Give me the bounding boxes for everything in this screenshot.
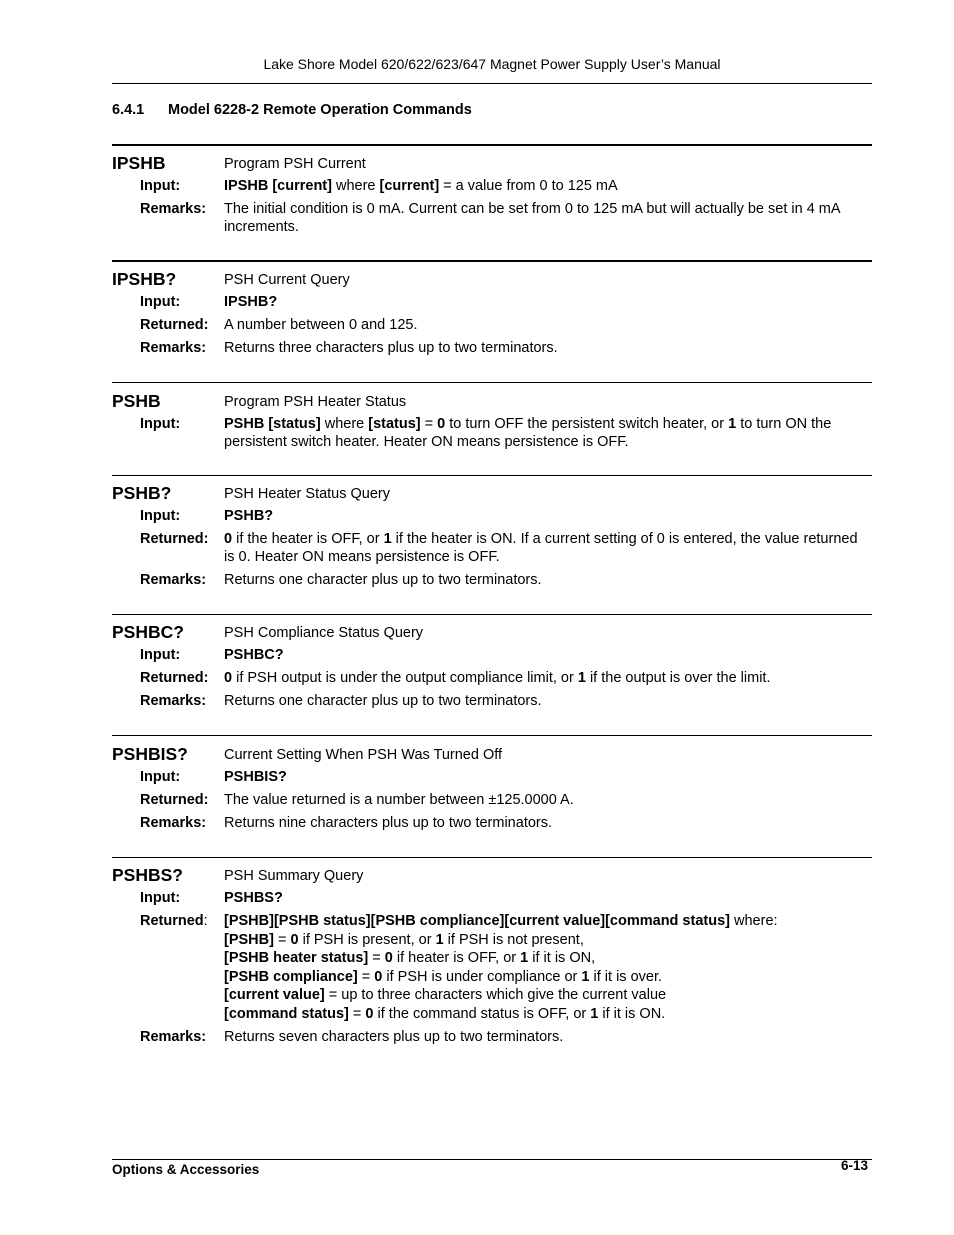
input-row [112, 646, 872, 664]
command-head [112, 391, 872, 415]
remarks-label: Remarks: [140, 340, 207, 356]
command-head [112, 483, 872, 507]
footer-rule [112, 1159, 872, 1160]
command-name: IPSHB? [112, 269, 177, 289]
returned-text [224, 912, 872, 1023]
input-text: PSHBS? [224, 890, 283, 906]
remarks-text: Returns one character plus up to two terminators. [224, 572, 542, 588]
remarks-text: Returns three characters plus up to two terminators. [224, 340, 558, 356]
input-text: PSHB? [224, 508, 274, 524]
command-name: PSHBC? [112, 622, 184, 642]
remarks-label: Remarks: [140, 201, 207, 217]
input-row [112, 768, 872, 786]
command-name: IPSHB [112, 153, 166, 173]
command-block-ipshb-query [112, 269, 872, 362]
section-title: Model 6228-2 Remote Operation Commands [168, 102, 472, 118]
page-number: 6-13 [840, 1158, 868, 1173]
command-rule [112, 614, 872, 615]
command-name: PSHB? [112, 483, 172, 503]
command-name: PSHBS? [112, 865, 183, 885]
remarks-row [112, 339, 872, 357]
input-row [112, 507, 872, 525]
remarks-row [112, 200, 872, 236]
remarks-label: Remarks: [140, 1029, 207, 1045]
input-label: Input: [140, 769, 181, 785]
input-label: Input: [140, 294, 181, 310]
command-name: PSHB [112, 391, 161, 411]
input-label: Input: [140, 890, 181, 906]
returned-param-line: [command status] = 0 if the command status is OFF, or 1 if it is ON. [224, 1005, 666, 1022]
command-rule [112, 144, 872, 146]
command-rule [112, 857, 872, 858]
command-block-pshbc-query [112, 622, 872, 715]
command-rule [112, 475, 872, 476]
header-rule [112, 83, 872, 84]
input-row [112, 415, 872, 451]
command-block-ipshb [112, 153, 872, 241]
command-description: Current Setting When PSH Was Turned Off [224, 747, 503, 763]
remarks-text: The initial condition is 0 mA. Current can be set from 0 to 125 mA but will actually be set in 4 mA increments. [224, 201, 840, 235]
returned-row [112, 912, 872, 1023]
section-number: 6.4.1 [112, 102, 145, 118]
command-name: PSHBIS? [112, 744, 188, 764]
input-row [112, 889, 872, 907]
command-description: Program PSH Heater Status [224, 394, 407, 410]
command-head [112, 269, 872, 293]
returned-row [112, 316, 872, 334]
returned-label: Returned: [140, 670, 209, 686]
remarks-text: Returns nine characters plus up to two terminators. [224, 815, 553, 831]
remarks-label: Remarks: [140, 572, 207, 588]
remarks-row [112, 571, 872, 589]
running-header: Lake Shore Model 620/622/623/647 Magnet Power Supply User’s Manual [263, 56, 721, 72]
returned-param-line: [PSHB] = 0 if PSH is present, or 1 if PSH is not present, [224, 931, 584, 948]
command-description: PSH Summary Query [224, 868, 364, 884]
returned-label: Returned: [140, 913, 208, 929]
command-rule [112, 735, 872, 736]
command-head [112, 622, 872, 646]
returned-param-line: [PSHB heater status] = 0 if heater is OFF, or 1 if it is ON, [224, 950, 596, 966]
command-description: PSH Current Query [224, 272, 350, 288]
command-rule [112, 382, 872, 383]
returned-text: 0 if PSH output is under the output compliance limit, or 1 if the output is over the limit. [224, 670, 771, 686]
returned-param-line: [current value] = up to three characters which give the current value [224, 987, 667, 1003]
returned-format-line: [PSHB][PSHB status][PSHB compliance][current value][command status] where: [224, 913, 778, 929]
returned-text: A number between 0 and 125. [224, 317, 418, 333]
returned-text: The value returned is a number between ±125.0000 A. [224, 792, 574, 808]
input-row [112, 177, 872, 195]
remarks-row [112, 692, 872, 710]
command-block-pshbis-query [112, 744, 872, 837]
command-rule [112, 260, 872, 262]
input-label: Input: [140, 416, 181, 432]
remarks-row [112, 814, 872, 832]
command-description: PSH Heater Status Query [224, 486, 391, 502]
input-text: IPSHB? [224, 294, 278, 310]
returned-param-line: [PSHB compliance] = 0 if PSH is under compliance or 1 if it is over. [224, 968, 663, 985]
footer-chapter: Options & Accessories [112, 1162, 260, 1177]
command-description: PSH Compliance Status Query [224, 625, 424, 641]
command-head [112, 744, 872, 768]
remarks-row [112, 1028, 872, 1046]
remarks-label: Remarks: [140, 693, 207, 709]
input-text: PSHBIS? [224, 769, 287, 785]
input-text: PSHB [status] where [status] = 0 to turn OFF the persistent switch heater, or 1 to turn ON the persistent switch heater. Heater ON means persistence is OFF. [224, 416, 832, 450]
input-label: Input: [140, 508, 181, 524]
command-block-pshbs-query [112, 865, 872, 1051]
returned-label: Returned: [140, 317, 209, 333]
remarks-text: Returns seven characters plus up to two terminators. [224, 1029, 564, 1045]
remarks-text: Returns one character plus up to two terminators. [224, 693, 542, 709]
input-row [112, 293, 872, 311]
command-head [112, 153, 872, 177]
input-text: PSHBC? [224, 647, 284, 663]
input-label: Input: [140, 647, 181, 663]
input-label: Input: [140, 178, 181, 194]
section-heading [112, 102, 472, 118]
returned-text: 0 if the heater is OFF, or 1 if the heater is ON. If a current setting of 0 is entered, the value returned is 0. Heater ON means persistence is OFF. [224, 531, 858, 565]
command-head [112, 865, 872, 889]
returned-row [112, 791, 872, 809]
returned-row [112, 530, 872, 566]
command-block-pshb [112, 391, 872, 456]
remarks-label: Remarks: [140, 815, 207, 831]
returned-row [112, 669, 872, 687]
returned-label: Returned: [140, 792, 209, 808]
input-text: IPSHB [current] where [current] = a value from 0 to 125 mA [224, 178, 618, 194]
command-description: Program PSH Current [224, 156, 366, 172]
returned-label: Returned: [140, 531, 209, 547]
command-block-pshb-query [112, 483, 872, 594]
